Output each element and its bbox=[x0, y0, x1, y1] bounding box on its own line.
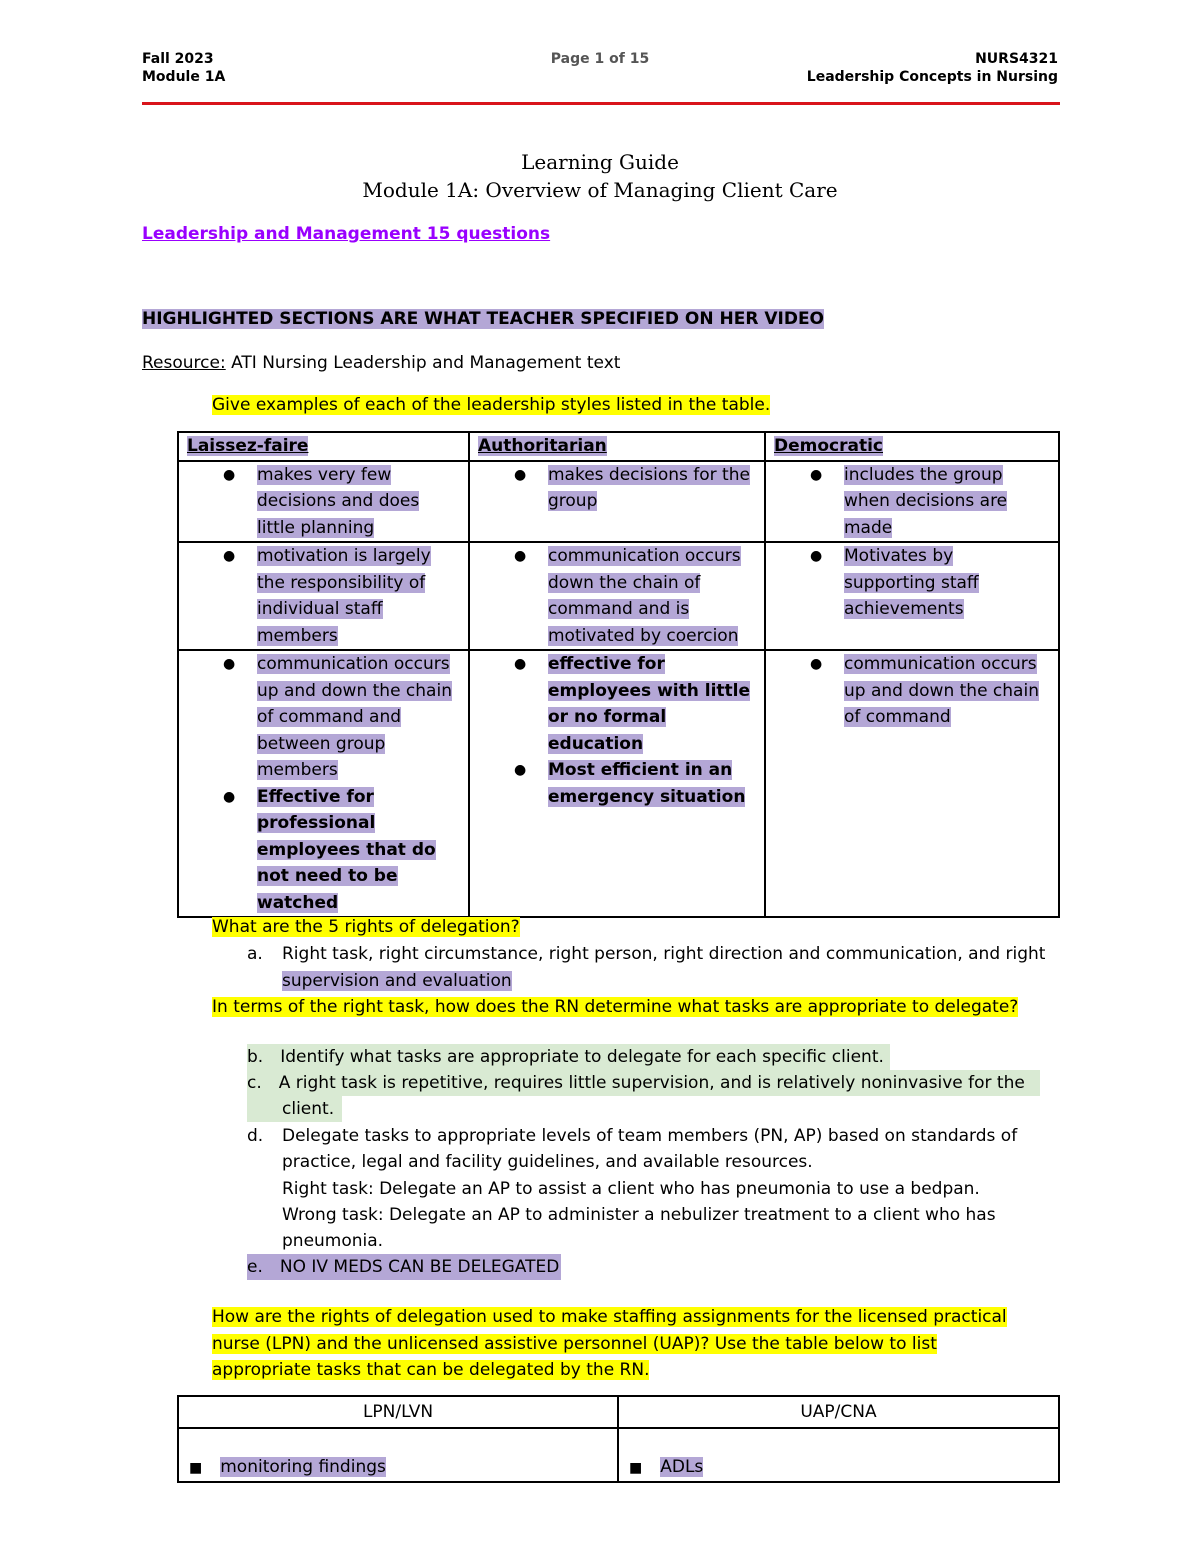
leadership-styles-table bbox=[177, 431, 1060, 918]
section-link-wrap[interactable] bbox=[142, 221, 550, 247]
table-cell bbox=[618, 1428, 1059, 1482]
list-text-b: Identify what tasks are appropriate to delegate for each specific client. bbox=[280, 1047, 884, 1067]
bullet-icon: ● bbox=[514, 762, 527, 778]
list-text-e: NO IV MEDS CAN BE DELEGATED bbox=[279, 1257, 560, 1277]
header-lpn-lvn: LPN/LVN bbox=[178, 1396, 618, 1428]
resource-label: Resource: bbox=[142, 353, 226, 373]
question-staffing-1-wrap bbox=[212, 1304, 1007, 1330]
question-rights: What are the 5 rights of delegation? bbox=[212, 917, 520, 937]
highlight-note-wrap bbox=[142, 306, 824, 332]
square-bullet-icon: ■ bbox=[629, 1460, 643, 1476]
table-cell: ● communication occurs up and down the chain of command and between group members ● Effective for professional employees that do not need to be watched bbox=[178, 650, 469, 917]
staffing-table bbox=[177, 1395, 1060, 1483]
table-cell: ● communication occurs down the chain of command and is motivated by coercion bbox=[469, 542, 765, 650]
question-right-task: In terms of the right task, how does the RN determine what tasks are appropriate to delegate? bbox=[212, 997, 1019, 1017]
course-name: Leadership Concepts in Nursing bbox=[806, 69, 1058, 85]
bullet-icon: ● bbox=[514, 548, 527, 564]
bullet-icon: ● bbox=[810, 466, 823, 483]
question-staffing-2: nurse (LPN) and the unlicensed assistive personnel (UAP)? Use the table below to list bbox=[212, 1334, 937, 1354]
lpn-task: monitoring findings bbox=[220, 1457, 386, 1477]
list-text-c2: client. bbox=[247, 1096, 342, 1122]
resource-line bbox=[142, 350, 620, 376]
list-text-d3: Right task: Delegate an AP to assist a client who has pneumonia to use a bedpan. bbox=[282, 1179, 980, 1199]
resource-text: ATI Nursing Leadership and Management text bbox=[225, 353, 621, 373]
question-staffing-3-wrap bbox=[212, 1357, 649, 1383]
answer-a-line2: supervision and evaluation bbox=[282, 971, 512, 991]
list-letter-e: e. bbox=[247, 1257, 263, 1277]
list-item-c-line1 bbox=[247, 1070, 1040, 1096]
list-text-d5: pneumonia. bbox=[282, 1231, 384, 1251]
list-text-d4: Wrong task: Delegate an AP to administer a nebulizer treatment to a client who has bbox=[282, 1205, 996, 1225]
bullet-icon: ● bbox=[514, 656, 527, 672]
list-letter-b: b. bbox=[247, 1047, 264, 1067]
bullet-icon: ● bbox=[810, 656, 823, 672]
header-authoritarian: Authoritarian bbox=[469, 432, 765, 461]
header-right bbox=[807, 50, 1058, 86]
answer-a-line1: Right task, right circumstance, right person, right direction and communication, and right bbox=[282, 944, 1046, 964]
term-label: Fall 2023 bbox=[142, 51, 214, 67]
table-cell: ● effective for employees with little or no formal education ● Most efficient in an emergency situation bbox=[469, 650, 765, 917]
header-laissez-faire: Laissez-faire bbox=[178, 432, 469, 461]
section-link[interactable]: Leadership and Management 15 questions bbox=[142, 224, 551, 244]
list-item-b bbox=[247, 1044, 890, 1070]
answer-a-line2-wrap bbox=[282, 968, 512, 994]
list-letter-d: d. bbox=[247, 1126, 264, 1146]
list-text-d2: practice, legal and facility guidelines, and available resources. bbox=[282, 1152, 813, 1172]
course-code: NURS4321 bbox=[975, 51, 1058, 67]
question-styles: Give examples of each of the leadership styles listed in the table. bbox=[212, 395, 771, 415]
doc-title: Learning Guide bbox=[521, 150, 679, 174]
question-styles-wrap bbox=[212, 392, 770, 418]
bullet-icon: ● bbox=[223, 656, 236, 672]
bullet-icon: ● bbox=[810, 548, 823, 564]
table-cell: ● Motivates by supporting staff achievements bbox=[765, 542, 1059, 650]
list-text-d1: Delegate tasks to appropriate levels of team members (PN, AP) based on standards of bbox=[282, 1126, 1018, 1146]
page-number: Page 1 of 15 bbox=[550, 51, 650, 67]
question-staffing-3: appropriate tasks that can be delegated by the RN. bbox=[212, 1360, 650, 1380]
bullet-icon: ● bbox=[223, 548, 236, 564]
table-cell: ● motivation is largely the responsibility of individual staff members bbox=[178, 542, 469, 650]
module-label: Module 1A bbox=[142, 69, 226, 85]
question-staffing-2-wrap bbox=[212, 1331, 937, 1357]
table-cell: ● communication occurs up and down the chain of command bbox=[765, 650, 1059, 917]
question-staffing-1: How are the rights of delegation used to make staffing assignments for the licensed practical bbox=[212, 1307, 1007, 1327]
table-cell: ● makes very few decisions and does little planning bbox=[178, 461, 469, 543]
square-bullet-icon: ■ bbox=[189, 1460, 203, 1476]
bullet-icon: ● bbox=[514, 466, 527, 483]
header-democratic: Democratic bbox=[765, 432, 1059, 461]
doc-subtitle: Module 1A: Overview of Managing Client Care bbox=[362, 178, 838, 202]
list-letter-a: a. bbox=[247, 944, 263, 964]
bullet-icon: ● bbox=[223, 788, 236, 805]
table-cell: ● makes decisions for the group bbox=[469, 461, 765, 543]
table-cell: ● includes the group when decisions are made bbox=[765, 461, 1059, 543]
header-uap-cna: UAP/CNA bbox=[618, 1396, 1059, 1428]
table-cell bbox=[178, 1428, 618, 1482]
highlight-note: HIGHLIGHTED SECTIONS ARE WHAT TEACHER SPECIFIED ON HER VIDEO bbox=[142, 309, 825, 329]
uap-task: ADLs bbox=[660, 1457, 704, 1477]
list-letter-c: c. bbox=[247, 1073, 262, 1093]
question-right-task-wrap bbox=[212, 994, 1018, 1020]
list-text-c1: A right task is repetitive, requires little supervision, and is relatively noninvasive for the bbox=[278, 1073, 1025, 1093]
bullet-icon: ● bbox=[223, 466, 236, 483]
question-rights-wrap bbox=[212, 914, 520, 940]
header-divider bbox=[142, 102, 1060, 105]
list-item-e bbox=[247, 1254, 561, 1280]
